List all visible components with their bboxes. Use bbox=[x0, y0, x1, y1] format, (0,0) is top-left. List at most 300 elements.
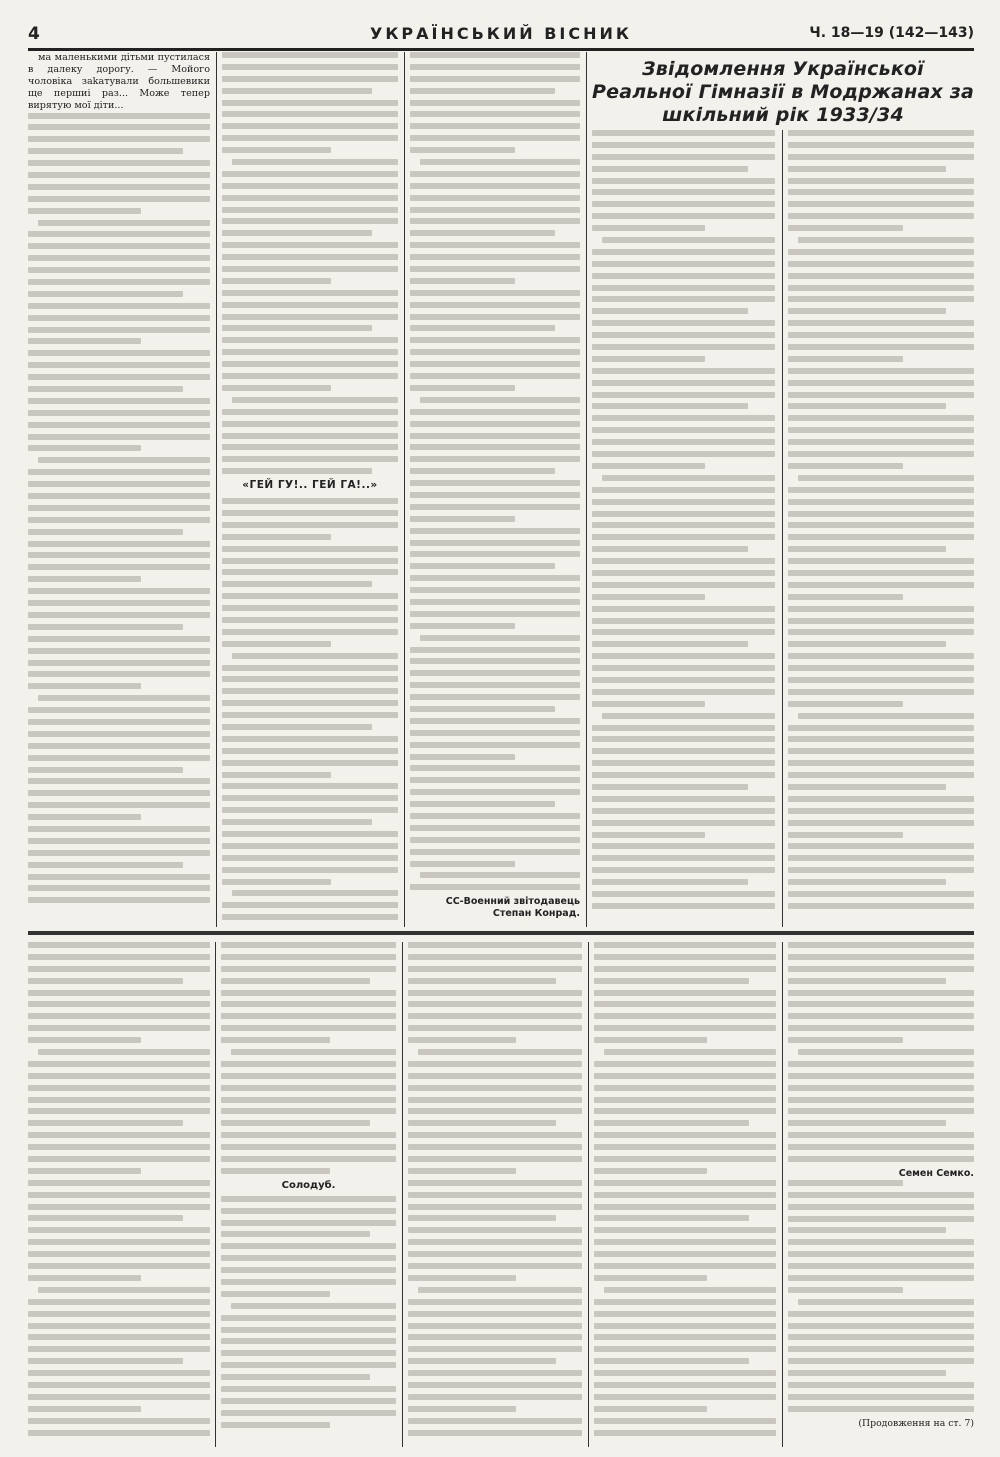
text-line bbox=[410, 385, 515, 391]
text-line bbox=[788, 808, 974, 814]
text-line bbox=[788, 1073, 974, 1079]
text-line bbox=[28, 1370, 210, 1376]
text-line bbox=[788, 891, 974, 897]
text-line bbox=[410, 801, 555, 807]
text-line bbox=[410, 230, 555, 236]
text-line bbox=[221, 1374, 370, 1380]
text-line bbox=[408, 1108, 582, 1114]
text-line bbox=[28, 1061, 210, 1067]
text-line bbox=[788, 665, 974, 671]
text-line bbox=[222, 456, 398, 462]
text-line bbox=[592, 273, 775, 279]
text-line bbox=[788, 368, 974, 374]
text-line bbox=[221, 1025, 396, 1031]
text-line bbox=[788, 380, 974, 386]
article-paragraph: ма маленькими дітьми пустилася в далеку дорогу. — Мойого чоловіка заkатували большевики ще першиі раз... Може тепер вирятую мої діти... bbox=[28, 52, 210, 111]
text-line bbox=[28, 1215, 183, 1221]
text-line bbox=[408, 990, 582, 996]
page-header bbox=[28, 22, 974, 51]
text-line bbox=[28, 1085, 210, 1091]
text-line bbox=[788, 1192, 974, 1198]
text-line bbox=[222, 242, 398, 248]
text-line bbox=[592, 189, 775, 195]
text-line bbox=[594, 1001, 776, 1007]
text-line bbox=[788, 213, 974, 219]
text-line bbox=[408, 1263, 582, 1269]
text-line bbox=[28, 445, 141, 451]
text-line bbox=[222, 593, 398, 599]
text-line bbox=[410, 813, 580, 819]
text-line bbox=[222, 183, 398, 189]
text-line bbox=[788, 1227, 946, 1233]
column-divider bbox=[404, 52, 405, 927]
text-line bbox=[788, 308, 946, 314]
text-line bbox=[28, 208, 141, 214]
text-line bbox=[28, 160, 210, 166]
text-line bbox=[594, 942, 776, 948]
text-line bbox=[592, 784, 748, 790]
text-line bbox=[28, 826, 210, 832]
text-line bbox=[592, 415, 775, 421]
text-line bbox=[592, 261, 775, 267]
text-line bbox=[231, 1303, 396, 1309]
text-line bbox=[28, 1275, 141, 1281]
text-line bbox=[410, 884, 580, 890]
text-line bbox=[410, 492, 580, 498]
text-line bbox=[408, 1299, 582, 1305]
text-line bbox=[788, 1406, 974, 1412]
text-line bbox=[408, 1037, 516, 1043]
text-line bbox=[594, 1025, 776, 1031]
text-line bbox=[28, 1180, 210, 1186]
text-line bbox=[410, 290, 580, 296]
text-line bbox=[788, 1180, 903, 1186]
text-line bbox=[418, 1287, 582, 1293]
text-line bbox=[594, 1061, 776, 1067]
text-line bbox=[222, 218, 398, 224]
text-line bbox=[788, 534, 974, 540]
text-line bbox=[28, 1025, 210, 1031]
text-line bbox=[788, 1334, 974, 1340]
text-line bbox=[28, 493, 210, 499]
text-line bbox=[221, 966, 396, 972]
text-line bbox=[592, 701, 705, 707]
text-line bbox=[788, 201, 974, 207]
text-line bbox=[602, 475, 775, 481]
text-line bbox=[408, 1334, 582, 1340]
top-column-4a bbox=[592, 130, 775, 927]
text-line bbox=[410, 849, 580, 855]
text-line bbox=[222, 254, 398, 260]
text-line bbox=[592, 546, 748, 552]
text-line bbox=[28, 885, 210, 891]
text-line bbox=[788, 1287, 903, 1293]
text-line bbox=[788, 582, 974, 588]
text-line bbox=[410, 540, 580, 546]
text-line bbox=[410, 456, 580, 462]
text-line bbox=[28, 1430, 210, 1436]
text-line bbox=[28, 671, 210, 677]
text-line bbox=[602, 713, 775, 719]
text-line bbox=[28, 196, 210, 202]
text-line bbox=[592, 748, 775, 754]
text-line bbox=[28, 1013, 210, 1019]
text-line bbox=[788, 903, 974, 909]
text-line bbox=[408, 954, 582, 960]
text-line bbox=[222, 64, 398, 70]
text-line bbox=[408, 1085, 582, 1091]
text-line bbox=[222, 349, 398, 355]
text-line bbox=[592, 130, 775, 136]
text-line bbox=[788, 1144, 974, 1150]
article-signature bbox=[410, 896, 580, 920]
text-line bbox=[408, 1406, 516, 1412]
text-line bbox=[408, 1001, 582, 1007]
text-line bbox=[788, 166, 946, 172]
text-line bbox=[408, 1180, 582, 1186]
text-line bbox=[222, 88, 372, 94]
text-line bbox=[798, 237, 974, 243]
text-line bbox=[788, 832, 903, 838]
text-line bbox=[28, 184, 210, 190]
text-line bbox=[221, 1085, 396, 1091]
text-line bbox=[788, 736, 974, 742]
text-line bbox=[222, 76, 398, 82]
text-line bbox=[410, 599, 580, 605]
text-line bbox=[222, 147, 331, 153]
text-line bbox=[222, 433, 398, 439]
text-line bbox=[592, 903, 775, 909]
bottom-column-1 bbox=[28, 942, 210, 1447]
text-line bbox=[592, 653, 775, 659]
text-line bbox=[221, 1350, 396, 1356]
text-line bbox=[788, 154, 974, 160]
text-line bbox=[28, 850, 210, 856]
text-line bbox=[28, 1227, 210, 1233]
text-line bbox=[222, 444, 398, 450]
text-line bbox=[788, 606, 974, 612]
text-line bbox=[408, 1358, 556, 1364]
text-line bbox=[788, 427, 974, 433]
text-line bbox=[788, 1239, 974, 1245]
text-line bbox=[28, 350, 210, 356]
section-divider bbox=[28, 931, 974, 935]
column-divider bbox=[586, 52, 587, 927]
text-line bbox=[410, 349, 580, 355]
text-line bbox=[788, 701, 903, 707]
text-line bbox=[222, 748, 398, 754]
text-line bbox=[788, 1323, 974, 1329]
illegible-text bbox=[221, 942, 396, 1174]
text-line bbox=[222, 171, 398, 177]
text-line bbox=[221, 1196, 396, 1202]
text-line bbox=[788, 1216, 974, 1222]
text-line bbox=[221, 1073, 396, 1079]
text-line bbox=[788, 820, 974, 826]
text-line bbox=[408, 1061, 582, 1067]
text-line bbox=[788, 1132, 974, 1138]
text-line bbox=[222, 569, 398, 575]
text-line bbox=[594, 1215, 749, 1221]
text-line bbox=[788, 130, 974, 136]
text-line bbox=[221, 1037, 330, 1043]
text-line bbox=[592, 522, 775, 528]
text-line bbox=[788, 142, 974, 148]
text-line bbox=[788, 499, 974, 505]
text-line bbox=[592, 392, 775, 398]
text-line bbox=[594, 1311, 776, 1317]
text-line bbox=[594, 1346, 776, 1352]
text-line bbox=[222, 843, 398, 849]
text-line bbox=[28, 481, 210, 487]
text-line bbox=[408, 1227, 582, 1233]
text-line bbox=[788, 285, 974, 291]
text-line bbox=[592, 213, 775, 219]
text-line bbox=[604, 1287, 776, 1293]
text-line bbox=[592, 582, 775, 588]
text-line bbox=[592, 249, 775, 255]
text-line bbox=[594, 1382, 776, 1388]
text-line bbox=[788, 1204, 974, 1210]
text-line bbox=[222, 302, 398, 308]
text-line bbox=[221, 990, 396, 996]
text-line bbox=[410, 171, 580, 177]
text-line bbox=[221, 1061, 396, 1067]
text-line bbox=[410, 861, 515, 867]
text-line bbox=[28, 315, 210, 321]
text-line bbox=[28, 541, 210, 547]
text-line bbox=[28, 588, 210, 594]
article-title: «ГЕЙ ГУ!.. ГЕЙ ГА!..» bbox=[242, 479, 378, 492]
continued-note: (Продовження на ст. 7) bbox=[858, 1417, 974, 1429]
text-line bbox=[788, 403, 946, 409]
text-line bbox=[28, 564, 210, 570]
text-line bbox=[221, 1422, 330, 1428]
text-line bbox=[592, 606, 775, 612]
text-line bbox=[594, 1406, 707, 1412]
text-line bbox=[222, 867, 398, 873]
text-line bbox=[788, 867, 974, 873]
text-line bbox=[788, 1370, 946, 1376]
text-line bbox=[28, 942, 210, 948]
text-line bbox=[410, 373, 580, 379]
text-line bbox=[788, 1108, 974, 1114]
text-line bbox=[798, 713, 974, 719]
text-line bbox=[222, 546, 398, 552]
text-line bbox=[222, 230, 372, 236]
text-line bbox=[788, 978, 946, 984]
text-line bbox=[592, 736, 775, 742]
text-line bbox=[592, 855, 775, 861]
text-line bbox=[594, 1251, 776, 1257]
text-line bbox=[420, 635, 580, 641]
text-line bbox=[28, 1168, 141, 1174]
text-line bbox=[221, 1097, 396, 1103]
text-line bbox=[410, 266, 580, 272]
text-line bbox=[788, 463, 903, 469]
text-line bbox=[38, 695, 210, 701]
text-line bbox=[788, 249, 974, 255]
text-line bbox=[592, 641, 748, 647]
text-line bbox=[408, 1346, 582, 1352]
text-line bbox=[410, 100, 580, 106]
text-line bbox=[408, 1156, 582, 1162]
illegible-text bbox=[28, 113, 210, 904]
text-line bbox=[408, 978, 556, 984]
text-line bbox=[788, 629, 974, 635]
text-line bbox=[28, 303, 210, 309]
text-line bbox=[594, 1192, 776, 1198]
text-line bbox=[28, 1382, 210, 1388]
text-line bbox=[408, 1073, 582, 1079]
text-line bbox=[28, 954, 210, 960]
text-line bbox=[28, 1144, 210, 1150]
text-line bbox=[594, 1132, 776, 1138]
text-line bbox=[592, 558, 775, 564]
text-line bbox=[222, 605, 398, 611]
text-line bbox=[592, 487, 775, 493]
text-line bbox=[592, 225, 705, 231]
bottom-column-5 bbox=[788, 942, 974, 1447]
signature-name: Степан Конрад. bbox=[492, 908, 580, 920]
text-line bbox=[592, 820, 775, 826]
text-line bbox=[38, 1287, 210, 1293]
text-line bbox=[28, 1239, 210, 1245]
text-line bbox=[232, 397, 398, 403]
text-line bbox=[788, 784, 946, 790]
text-line bbox=[28, 1251, 210, 1257]
text-line bbox=[592, 427, 775, 433]
text-line bbox=[28, 374, 210, 380]
text-line bbox=[594, 1418, 776, 1424]
text-line bbox=[410, 528, 580, 534]
illegible-text bbox=[788, 130, 974, 909]
text-line bbox=[410, 658, 580, 664]
text-line bbox=[594, 1263, 776, 1269]
text-line bbox=[594, 1323, 776, 1329]
text-line bbox=[798, 475, 974, 481]
text-line bbox=[222, 902, 398, 908]
text-line bbox=[222, 498, 398, 504]
text-line bbox=[788, 689, 974, 695]
text-line bbox=[408, 1370, 582, 1376]
text-line bbox=[410, 147, 515, 153]
text-line bbox=[222, 314, 398, 320]
text-line bbox=[222, 325, 372, 331]
text-line bbox=[418, 1049, 582, 1055]
text-line bbox=[222, 52, 398, 58]
text-line bbox=[594, 1204, 776, 1210]
text-line bbox=[410, 504, 580, 510]
text-line bbox=[594, 1239, 776, 1245]
text-line bbox=[408, 942, 582, 948]
text-line bbox=[408, 1025, 582, 1031]
column-divider bbox=[588, 942, 589, 1447]
text-line bbox=[28, 1406, 141, 1412]
text-line bbox=[28, 434, 210, 440]
text-line bbox=[222, 736, 398, 742]
text-line bbox=[788, 558, 974, 564]
illegible-text bbox=[222, 498, 398, 920]
text-line bbox=[788, 990, 974, 996]
text-line bbox=[408, 1144, 582, 1150]
article-signature: Семен Семко. bbox=[898, 1167, 974, 1179]
text-line bbox=[410, 337, 580, 343]
text-line bbox=[28, 624, 183, 630]
text-line bbox=[28, 422, 210, 428]
text-line bbox=[231, 1049, 396, 1055]
text-line bbox=[592, 677, 775, 683]
text-line bbox=[788, 760, 974, 766]
text-line bbox=[222, 665, 398, 671]
text-line bbox=[592, 772, 775, 778]
text-line bbox=[28, 683, 141, 689]
text-line bbox=[594, 990, 776, 996]
text-line bbox=[28, 1334, 210, 1340]
text-line bbox=[222, 831, 398, 837]
text-line bbox=[410, 706, 555, 712]
text-line bbox=[410, 183, 580, 189]
text-line bbox=[221, 1132, 396, 1138]
text-line bbox=[28, 291, 183, 297]
text-line bbox=[594, 1168, 707, 1174]
text-line bbox=[788, 439, 974, 445]
text-line bbox=[594, 1108, 776, 1114]
text-line bbox=[28, 990, 210, 996]
illegible-text bbox=[410, 52, 580, 890]
text-line bbox=[788, 954, 974, 960]
text-line bbox=[28, 719, 210, 725]
column-divider bbox=[215, 942, 216, 1447]
column-divider bbox=[216, 52, 217, 927]
text-line bbox=[788, 1382, 974, 1388]
text-line bbox=[221, 1156, 396, 1162]
text-line bbox=[222, 772, 331, 778]
text-line bbox=[28, 707, 210, 713]
text-line bbox=[222, 266, 398, 272]
text-line bbox=[788, 1025, 974, 1031]
text-line bbox=[788, 451, 974, 457]
text-line bbox=[222, 558, 398, 564]
text-line bbox=[28, 1299, 210, 1305]
text-line bbox=[788, 855, 974, 861]
text-line bbox=[594, 1227, 776, 1233]
top-column-4b bbox=[788, 130, 974, 927]
text-line bbox=[592, 154, 775, 160]
text-line bbox=[221, 1144, 396, 1150]
text-line bbox=[28, 231, 210, 237]
text-line bbox=[788, 189, 974, 195]
text-line bbox=[222, 724, 372, 730]
text-line bbox=[28, 552, 210, 558]
text-line bbox=[594, 1156, 776, 1162]
text-line bbox=[28, 398, 210, 404]
text-line bbox=[592, 332, 775, 338]
text-line bbox=[410, 314, 580, 320]
text-line bbox=[788, 392, 974, 398]
text-line bbox=[410, 111, 580, 117]
illegible-text bbox=[28, 942, 210, 1436]
text-line bbox=[592, 867, 775, 873]
text-line bbox=[410, 421, 580, 427]
text-line bbox=[410, 218, 580, 224]
text-line bbox=[222, 278, 331, 284]
illegible-text bbox=[594, 942, 776, 1436]
text-line bbox=[222, 617, 398, 623]
text-line bbox=[788, 653, 974, 659]
text-line bbox=[788, 225, 903, 231]
text-line bbox=[410, 837, 580, 843]
